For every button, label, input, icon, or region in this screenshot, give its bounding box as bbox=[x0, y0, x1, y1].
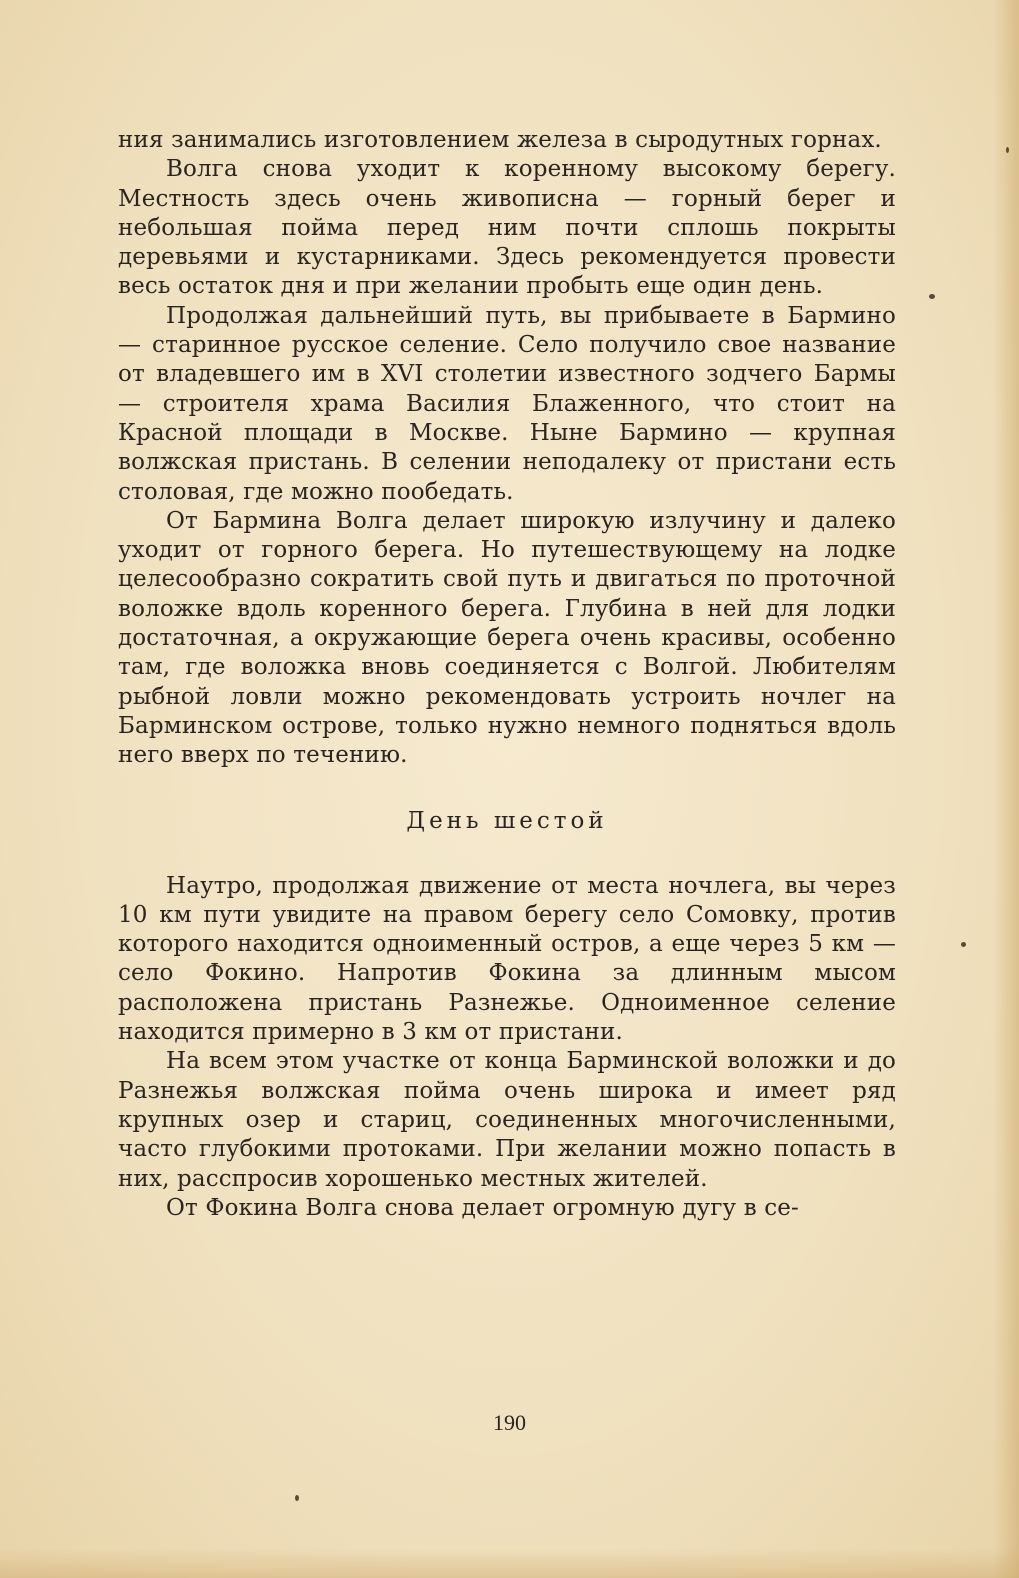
body-text bbox=[118, 126, 896, 1223]
page-edge-shadow-right bbox=[993, 0, 1019, 1578]
print-speck bbox=[295, 1495, 299, 1501]
paragraph: От Фокина Волга снова делает огромную дугу в се- bbox=[166, 1194, 799, 1221]
paragraph: Наутро, продолжая движение от места ночлега, вы через 10 км пути увидите на правом берегу село Сомовку, против которого находится одноименный остров, а еще через 5 км — село Фокино. Напротив Фокина за длинным мысом расположена пристань Разнежье. Одноименное селение находится примерно в 3 км от пристани. bbox=[118, 872, 896, 1046]
print-speck bbox=[961, 942, 966, 947]
print-speck bbox=[929, 294, 935, 299]
paragraph: На всем этом участке от конца Барминской воложки и до Разнежья волжская пойма очень широка и имеет ряд крупных озер и стариц, соединенных многочисленными, часто глубокими протоками. При желании можно попасть в них, расспросив хорошенько местных жителей. bbox=[118, 1048, 896, 1192]
paragraph: Волга снова уходит к коренному высокому берегу. Местность здесь очень живописна — горный берег и небольшая пойма перед ним почти сплошь покрыты деревьями и кустарниками. Здесь рекомендуется провести весь остаток дня и при желании пробыть еще один день. bbox=[118, 156, 896, 300]
paragraph-continuation: ния занимались изготовлением железа в сыродутных горнах. bbox=[118, 127, 882, 153]
paragraph: Продолжая дальнейший путь, вы прибываете в Бармино — старинное русское селение. Село получило свое название от владевшего им в XVI столетии известного зодчего Бармы — строителя храма Василия Блаженного, что стоит на Красной площади в Москве. Ныне Бармино — крупная волжская пристань. В селении неподалеку от пристани есть столовая, где можно пообедать. bbox=[118, 302, 896, 505]
page-number: 190 bbox=[493, 1410, 526, 1435]
paragraph: От Бармина Волга делает широкую излучину и далеко уходит от горного берега. Но путешествующему на лодке целесообразно сократить свой путь и двигаться по проточной воложке вдоль коренного берега. Глубина в ней для лодки достаточная, а окружающие берега очень красивы, особенно там, где воложка вновь соединяется с Волгой. Любителям рыбной ловли можно рекомендовать устроить ночлег на Барминском острове, только нужно немного подняться вдоль него вверх по течению. bbox=[118, 507, 896, 769]
print-speck bbox=[1006, 147, 1009, 153]
section-heading: День шестой bbox=[406, 807, 608, 834]
page-edge-shadow-bottom bbox=[0, 1548, 1019, 1578]
